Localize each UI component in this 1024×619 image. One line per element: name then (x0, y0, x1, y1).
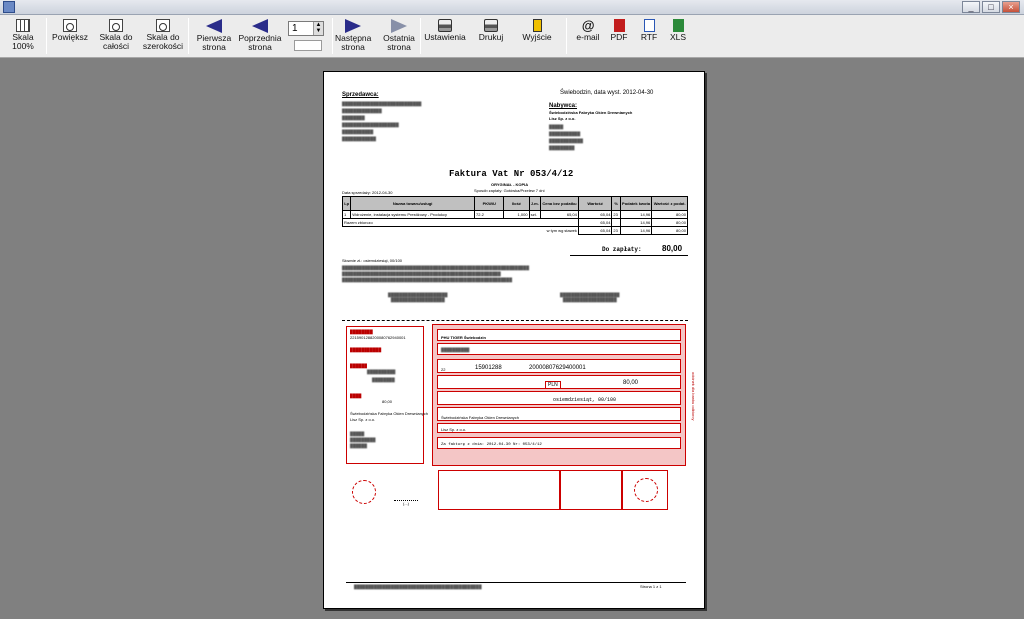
to-pay-amount: 80,00 (662, 244, 683, 253)
slip-account-mid: 15901288 (475, 365, 502, 371)
email-icon: @ (581, 18, 595, 33)
original-copy: ORYGINAŁ - KOPIA (491, 182, 529, 187)
preview-area[interactable] (0, 59, 1024, 619)
maximize-button[interactable]: □ (982, 1, 1000, 13)
rtf-icon (644, 19, 655, 32)
stub-account: 2215901288200080762940001 (350, 335, 406, 340)
footer-generator: █████████████████████████████████████████████ (354, 584, 482, 589)
stub-buyer: Świebodzińska Fabryka Okien Drewnianych (350, 411, 429, 416)
email-button[interactable]: @ e-mail (576, 18, 600, 42)
slip-account-prefix: 22 (441, 367, 446, 372)
next-page-button[interactable]: Następna strona (335, 17, 371, 55)
print-button[interactable]: Drukuj (474, 17, 508, 55)
payment-slip: PHU TIGER Świebodzin ██████████ 22 15901288 20000807629400001 PLN 80,00 osiemdziesiąt, 00/100 Świebodzińska Fabryka Okien Drewnianych Lisz Sp. z o.o. Za fakturę z dnia: 2012-04-30 Nr: 053/4/12 (432, 324, 686, 466)
stamp-circle-right (634, 478, 658, 502)
buyer-name: Świebodzińska Fabryka Okien Drewnianych (549, 110, 633, 115)
page-spinner[interactable]: ▲ ▼ (313, 22, 323, 35)
xls-export-button[interactable]: XLS (665, 17, 691, 55)
buyer-address: █████ ███████████ ████████████ █████████ (549, 124, 584, 150)
total-row: Razem zbiorczo 65,04 14,96 80,00 (344, 220, 686, 225)
page-count-field (294, 40, 322, 51)
pdf-icon (614, 19, 625, 32)
fit-width-icon (156, 19, 170, 32)
amount-in-words: Słownie zł.: osiemdziesiąt, 00/100 (342, 258, 403, 263)
slip-account-end: 20000807629400001 (529, 365, 586, 371)
rtf-export-button[interactable]: RTF (636, 17, 662, 55)
stamp-circle-left (352, 480, 376, 504)
scale-width-button[interactable]: Skala do szerokości (141, 17, 185, 55)
buyer-company: Lisz Sp. z o.o. (549, 116, 576, 121)
previous-page-icon (252, 19, 268, 33)
first-page-button[interactable]: Pierwsza strona (194, 17, 234, 55)
buyer-signature-caption: █████████████████████ ███████████████████ (560, 292, 620, 302)
signature-label: (...) (394, 500, 418, 506)
fit-page-icon (109, 19, 123, 32)
footer-page: Strona 1 z 1 (640, 584, 662, 589)
table-row: 1 Wdrożenie, instalacja systemu Prestiżowy - Produkcy 72.2 1,000 szt. 65,04 65,04 23 14,96 80,00 (344, 212, 686, 217)
invoice-title: Faktura Vat Nr 053/4/12 (449, 169, 574, 179)
stub-amount: 80,00 (382, 399, 393, 404)
printer-settings-icon (438, 19, 452, 32)
scale-whole-button[interactable]: Skala do całości (93, 17, 139, 55)
slip-recipient: PHU TIGER Świebodzin (441, 335, 486, 340)
cut-line (342, 320, 688, 321)
slip-currency: PLN (545, 381, 561, 389)
last-page-icon (391, 19, 407, 33)
app-icon (3, 1, 15, 13)
vat-rate-row: w tym wg stawek 65,04 23 14,96 80,00 (546, 228, 686, 234)
payment-slip-stub: ████████ 2215901288200080762940001 ███████████ ██████ ██████████ ████████ ████ 80,00 Świebodzińska Fabryka Okien Drewnianych Lisz Sp. z o.o. █████ █████████ ██████ (346, 326, 424, 464)
seller-label: Sprzedawca: (342, 92, 379, 98)
first-page-icon (206, 19, 222, 33)
slip-amount-words: osiemdziesiąt, 00/100 (553, 397, 617, 403)
slip-title: Za fakturę z dnia: 2012-04-30 Nr: 053/4/12 (441, 443, 542, 447)
slip-bottom-box-left (438, 470, 560, 510)
invoice-page (323, 71, 705, 609)
close-button[interactable]: × (1002, 1, 1020, 13)
slip-buyer-company: Lisz Sp. z o.o. (441, 427, 467, 432)
page-number-input[interactable]: 1 (288, 21, 324, 36)
magnifier-icon (63, 19, 77, 32)
previous-page-button[interactable]: Poprzednia strona (238, 17, 282, 55)
buyer-label: Nabywca: (549, 103, 578, 109)
notes-block: ██████████████████████████████████████████████████████████████████ ████████████████████████████████████████████████████████ ████████████████████████████████████████████████████████████ (342, 265, 530, 282)
exit-button[interactable]: Wyjście (520, 17, 554, 55)
place-date: Świebodzin, data wyst. 2012-04-30 (560, 90, 654, 96)
sale-date: Data sprzedaży: 2012-04-30 (342, 190, 393, 195)
items-table: Lp Nazwa towaru/usługi PKWiU Ilość J.m. Cena bez podatku Wartość % Podatek kwota Wartość z podat. 1 Wdrożenie, instalacja systemu Prestiżowy - Produkcy 72.2 1,000 szt. 65,04 65,04 23 14,96 80,00 Razem zbiorczo 65,04 14,96 80,00 w tym wg stawek 65,04 23 14,96 80,00 (342, 196, 688, 235)
zoom-in-button[interactable]: Powiększ (50, 17, 90, 55)
xls-icon (673, 19, 684, 32)
preview-toolbar (0, 15, 1024, 58)
title-bar (0, 0, 1024, 15)
slip-buyer: Świebodzińska Fabryka Okien Drewnianych (441, 415, 520, 420)
slip-amount: 80,00 (623, 380, 639, 386)
printer-icon (484, 19, 498, 32)
stub-buyer-company: Lisz Sp. z o.o. (350, 417, 376, 422)
exit-door-icon (533, 19, 542, 32)
payment-method: Sposób zapłaty: Gotówka/Przelew 7 dni (474, 188, 545, 193)
to-pay-label: Do zapłaty: (602, 246, 642, 253)
next-page-icon (345, 19, 361, 33)
slip-side-label: odcinek dla banku odbiorcy (691, 372, 696, 421)
minimize-button[interactable]: _ (962, 1, 980, 13)
grid-icon (16, 19, 30, 32)
pdf-export-button[interactable]: PDF (606, 17, 632, 55)
settings-button[interactable]: Ustawienia (424, 17, 466, 55)
seller-signature-caption: █████████████████████ ███████████████████ (388, 292, 448, 302)
last-page-button[interactable]: Ostatnia strona (378, 17, 420, 55)
slip-bottom-box-mid (560, 470, 622, 510)
seller-details: ████████████████████████████ ██████████████ ████████ ████████████████████ ███████████ ████████████ (342, 101, 422, 141)
scale-100-button[interactable]: Skala 100% (4, 17, 42, 55)
